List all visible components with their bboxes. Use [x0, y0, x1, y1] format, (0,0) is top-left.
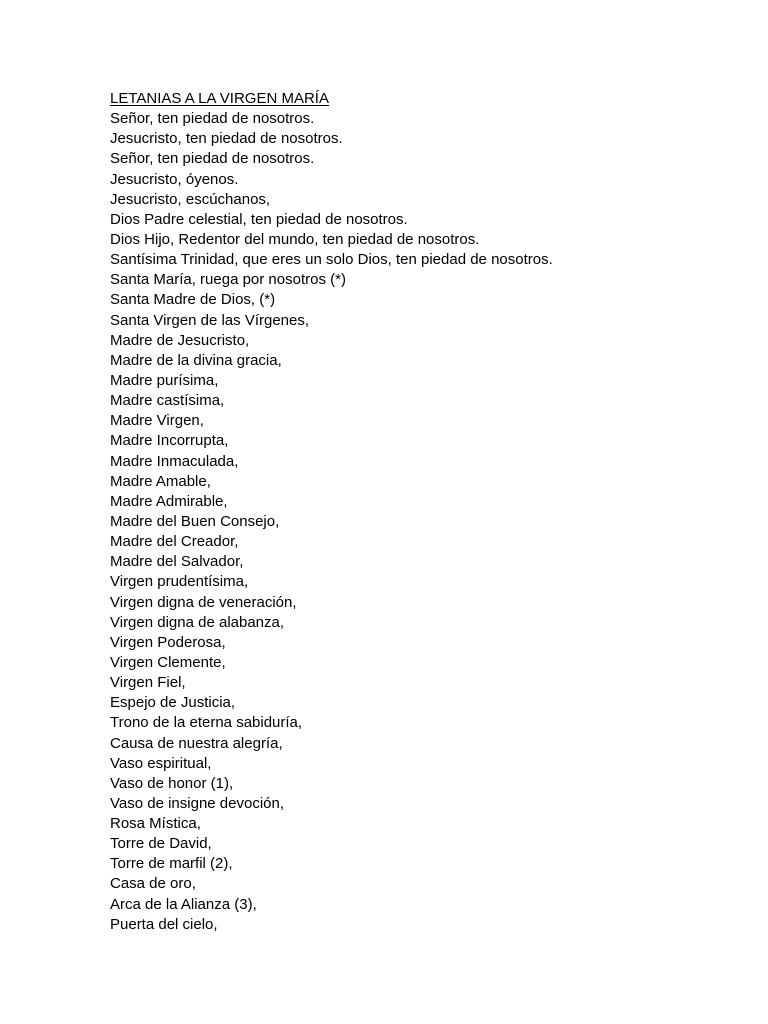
litany-line: Santa María, ruega por nosotros (*) — [110, 271, 346, 289]
document-body — [110, 89, 730, 935]
litany-line: Santa Madre de Dios, (*) — [110, 291, 276, 309]
litany-line: Virgen prudentísima, — [110, 573, 249, 591]
litany-line: Torre de marfil (2), — [110, 855, 233, 873]
litany-lines — [110, 109, 730, 935]
litany-line: Espejo de Justicia, — [110, 694, 236, 712]
litany-line: Rosa Mística, — [110, 815, 201, 833]
litany-line: Virgen Clemente, — [110, 653, 226, 671]
litany-line: Señor, ten piedad de nosotros. — [110, 110, 315, 128]
litany-line: Santa Virgen de las Vírgenes, — [110, 311, 310, 329]
litany-line: Vaso espiritual, — [110, 754, 212, 772]
litany-line: Vaso de insigne devoción, — [110, 794, 285, 812]
litany-line: Virgen Poderosa, — [110, 633, 226, 651]
litany-line: Torre de David, — [110, 835, 212, 853]
litany-line: Madre castísima, — [110, 392, 225, 410]
litany-line: Dios Padre celestial, ten piedad de nosotros. — [110, 210, 408, 228]
litany-line: Santísima Trinidad, que eres un solo Dios, ten piedad de nosotros. — [110, 251, 553, 269]
litany-line: Arca de la Alianza (3), — [110, 895, 257, 913]
litany-line: Causa de nuestra alegría, — [110, 734, 283, 752]
litany-line: Jesucristo, escúchanos, — [110, 190, 271, 208]
litany-line: Madre Amable, — [110, 472, 211, 490]
litany-line: Madre del Creador, — [110, 533, 239, 551]
litany-line: Casa de oro, — [110, 875, 196, 893]
litany-line: Dios Hijo, Redentor del mundo, ten piedad de nosotros. — [110, 230, 480, 248]
litany-line: Madre Admirable, — [110, 492, 228, 510]
litany-line: Madre de la divina gracia, — [110, 351, 282, 369]
litany-line: Jesucristo, ten piedad de nosotros. — [110, 130, 343, 148]
litany-line: Madre Inmaculada, — [110, 452, 239, 470]
litany-line: Virgen digna de veneración, — [110, 593, 297, 611]
litany-line: Madre Incorrupta, — [110, 432, 229, 450]
litany-line: Señor, ten piedad de nosotros. — [110, 150, 315, 168]
litany-line: Virgen digna de alabanza, — [110, 613, 285, 631]
litany-line: Jesucristo, óyenos. — [110, 170, 239, 188]
litany-line: Madre purísima, — [110, 371, 219, 389]
litany-line: Trono de la eterna sabiduría, — [110, 714, 303, 732]
litany-line: Madre del Buen Consejo, — [110, 512, 280, 530]
litany-line: Vaso de honor (1), — [110, 774, 234, 792]
litany-line: Virgen Fiel, — [110, 674, 186, 692]
litany-line: Madre Virgen, — [110, 412, 204, 430]
litany-line: Puerta del cielo, — [110, 915, 218, 933]
litany-line: Madre de Jesucristo, — [110, 331, 250, 349]
litany-line: Madre del Salvador, — [110, 553, 244, 571]
document-title: LETANIAS A LA VIRGEN MARÍA — [110, 90, 329, 107]
